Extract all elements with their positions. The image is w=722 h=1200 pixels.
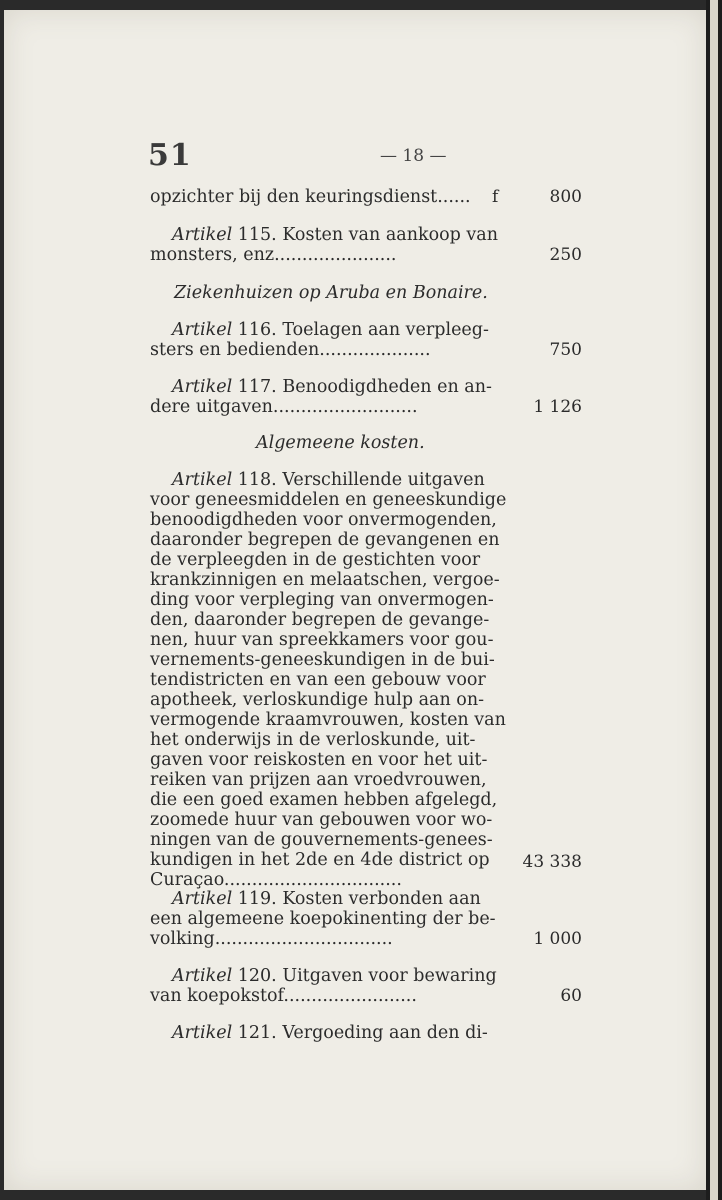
entry-line: den, daaronder begrepen de gevange- <box>150 610 490 630</box>
entry-line: nen, huur van spreekkamers voor gou- <box>150 630 494 650</box>
article-120-first-line <box>172 966 512 986</box>
article-118-first-line <box>172 470 512 490</box>
article-text: Benoodigdheden en an- <box>282 377 492 397</box>
article-label: Artikel <box>172 889 233 909</box>
entry-line: vernements-geneeskundigen in de bui- <box>150 650 495 670</box>
article-label: Artikel <box>172 225 233 245</box>
entry-amount: 60 <box>560 986 582 1006</box>
entry-line: reiken van prijzen aan vroedvrouwen, <box>150 770 487 790</box>
entry-line: sters en bedienden.................... <box>150 340 431 360</box>
entry-line: benoodigdheden voor onvermogenden, <box>150 510 497 530</box>
entry-line: die een goed examen hebben afgelegd, <box>150 790 498 810</box>
article-number: 115. <box>237 225 277 245</box>
section-heading: Algemeene kosten. <box>256 433 425 453</box>
article-text: Uitgaven voor bewaring <box>282 966 497 986</box>
article-label: Artikel <box>172 966 233 986</box>
article-text: Verschillende uitgaven <box>282 470 485 490</box>
entry-line: dere uitgaven.......................... <box>150 397 418 417</box>
article-number: 116. <box>237 320 277 340</box>
entry-line: monsters, enz...................... <box>150 245 397 265</box>
entry-line: kundigen in het 2de en 4de district op <box>150 850 490 870</box>
article-115-first-line <box>172 225 512 245</box>
running-head: — 18 — <box>380 146 447 166</box>
article-121-first-line <box>172 1023 512 1043</box>
article-text: Kosten verbonden aan <box>282 889 481 909</box>
entry-line: gaven voor reiskosten en voor het uit- <box>150 750 488 770</box>
article-116-first-line <box>172 320 512 340</box>
article-119-first-line <box>172 889 512 909</box>
entry-line: voor geneesmiddelen en geneeskundige <box>150 490 507 510</box>
section-heading: Ziekenhuizen op Aruba en Bonaire. <box>174 283 488 303</box>
article-text: Toelagen aan verpleeg- <box>282 320 489 340</box>
article-text: Vergoeding aan den di- <box>282 1023 488 1043</box>
article-text: Kosten van aankoop van <box>282 225 498 245</box>
article-number: 117. <box>237 377 277 397</box>
entry-line: ding voor verpleging van onvermogen- <box>150 590 494 610</box>
entry-amount: 800 <box>549 187 582 207</box>
entry-line: een algemeene koepokinenting der be- <box>150 909 496 929</box>
article-label: Artikel <box>172 377 233 397</box>
entry-line: apotheek, verloskundige hulp aan on- <box>150 690 485 710</box>
entry-line: de verpleegden in de gestichten voor <box>150 550 481 570</box>
entry-amount: 1 000 <box>533 929 582 949</box>
article-label: Artikel <box>172 1023 233 1043</box>
article-117-first-line <box>172 377 512 397</box>
entry-line: volking................................ <box>150 929 393 949</box>
entry-line: van koepokstof........................ <box>150 986 417 1006</box>
currency-symbol: f <box>492 187 499 207</box>
entry-line: vermogende kraamvrouwen, kosten van <box>150 710 506 730</box>
entry-amount: 750 <box>549 340 582 360</box>
entry-line: ningen van de gouvernements-genees- <box>150 830 493 850</box>
article-number: 121. <box>237 1023 277 1043</box>
page-number: 51 <box>148 138 192 173</box>
entry-line: het onderwijs in de verloskunde, uit- <box>150 730 476 750</box>
entry-line: daaronder begrepen de gevangenen en <box>150 530 500 550</box>
article-label: Artikel <box>172 320 233 340</box>
article-number: 120. <box>237 966 277 986</box>
entry-amount: 43 338 <box>522 852 582 872</box>
entry-line: opzichter bij den keuringsdienst...... <box>150 187 471 207</box>
entry-amount: 1 126 <box>533 397 582 417</box>
article-number: 118. <box>237 470 277 490</box>
scan-edge <box>706 0 722 1200</box>
entry-line: tendistricten en van een gebouw voor <box>150 670 486 690</box>
article-label: Artikel <box>172 470 233 490</box>
article-number: 119. <box>237 889 277 909</box>
entry-line: Curaçao................................ <box>150 870 402 890</box>
entry-line: krankzinnigen en melaatschen, vergoe- <box>150 570 500 590</box>
entry-line: zoomede huur van gebouwen voor wo- <box>150 810 493 830</box>
entry-amount: 250 <box>549 245 582 265</box>
